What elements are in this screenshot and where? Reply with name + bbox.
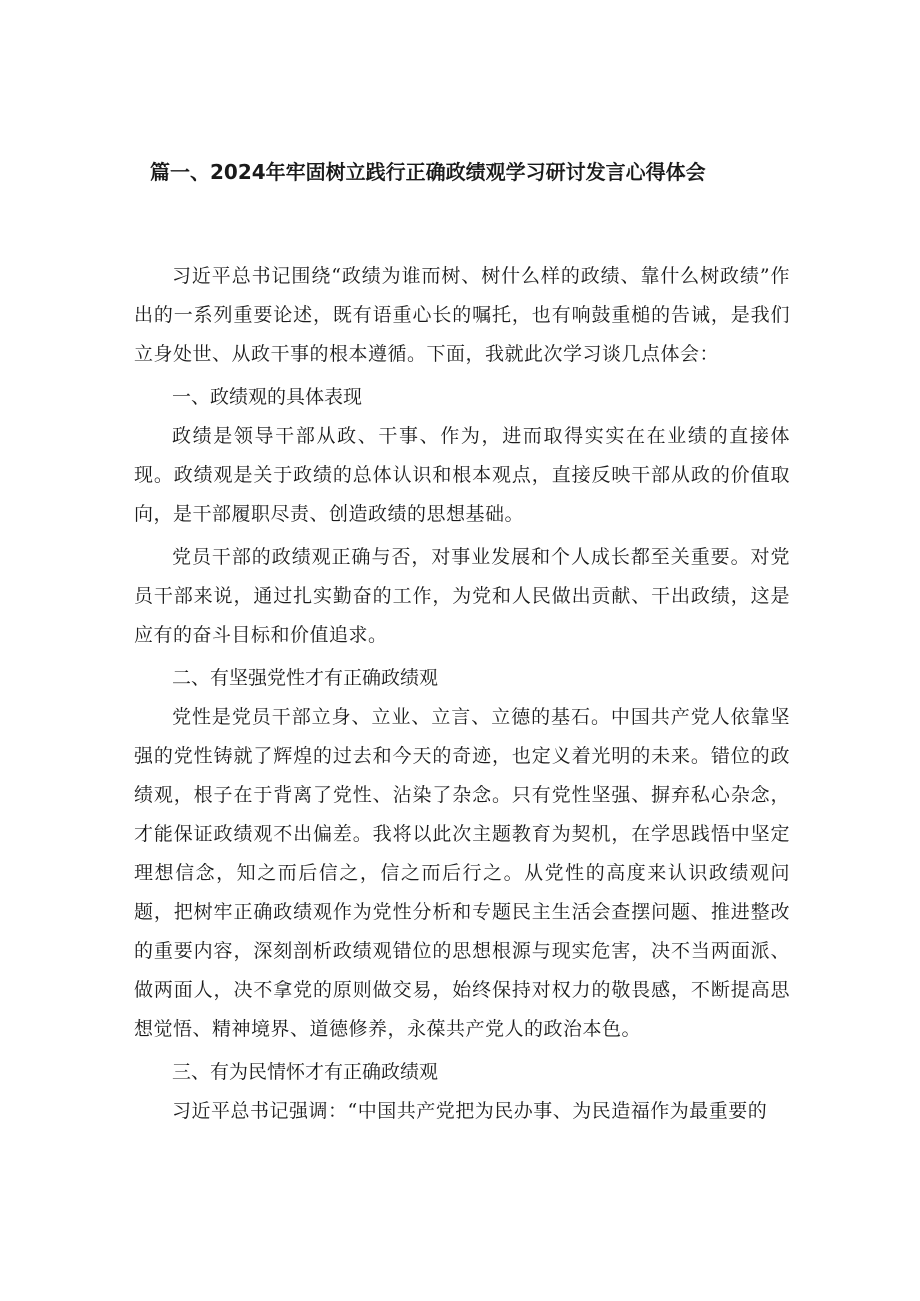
section-3-heading: 三、有为民情怀才有正确政绩观 xyxy=(172,1061,439,1083)
section-1-paragraph-1: 政绩是领导干部从政、干事、作为，进而取得实实在在业绩的直接体现。政绩观是关于政绩的总体认识和根本观点，直接反映干部从政的价值取向，是干部履职尽责、创造政绩的思想基础。 xyxy=(134,425,790,525)
intro-paragraph: 习近平总书记围绕“政绩为谁而树、树什么样的政绩、靠什么树政绩”作出的一系列重要论述，既有语重心长的嘱托，也有响鼓重槌的告诫，是我们立身处世、从政干事的根本遵循。下面，我就此次学习谈几点体会： xyxy=(134,265,790,365)
document-body xyxy=(134,257,790,1131)
document-title: 篇一、2024年牢固树立践行正确政绩观学习研讨发言心得体会 xyxy=(150,160,706,184)
section-2-heading: 二、有坚强党性才有正确政绩观 xyxy=(172,667,439,689)
section-2-paragraph-1: 党性是党员干部立身、立业、立言、立德的基石。中国共产党人依靠坚强的党性铸就了辉煌的过去和今天的奇迹，也定义着光明的未来。错位的政绩观，根子在于背离了党性、沾染了杂念。只有党性坚强、摒弃私心杂念，才能保证政绩观不出偏差。我将以此次主题教育为契机，在学思践悟中坚定理想信念，知之而后信之，信之而后行之。从党性的高度来认识政绩观问题，把树牢正确政绩观作为党性分析和专题民主生活会查摆问题、推进整改的重要内容，深刻剖析政绩观错位的思想根源与现实危害，决不当两面派、做两面人，决不拿党的原则做交易，始终保持对权力的敬畏感，不断提高思想觉悟、精神境界、道德修养，永葆共产党人的政治本色。 xyxy=(134,706,790,1040)
section-1-heading: 一、政绩观的具体表现 xyxy=(172,386,363,408)
section-3-paragraph-1: 习近平总书记强调：“中国共产党把为民办事、为民造福作为最重要的 xyxy=(172,1100,768,1122)
section-1-paragraph-2: 党员干部的政绩观正确与否，对事业发展和个人成长都至关重要。对党员干部来说，通过扎实勤奋的工作，为党和人民做出贡献、干出政绩，这是应有的奋斗目标和价值追求。 xyxy=(134,546,790,646)
